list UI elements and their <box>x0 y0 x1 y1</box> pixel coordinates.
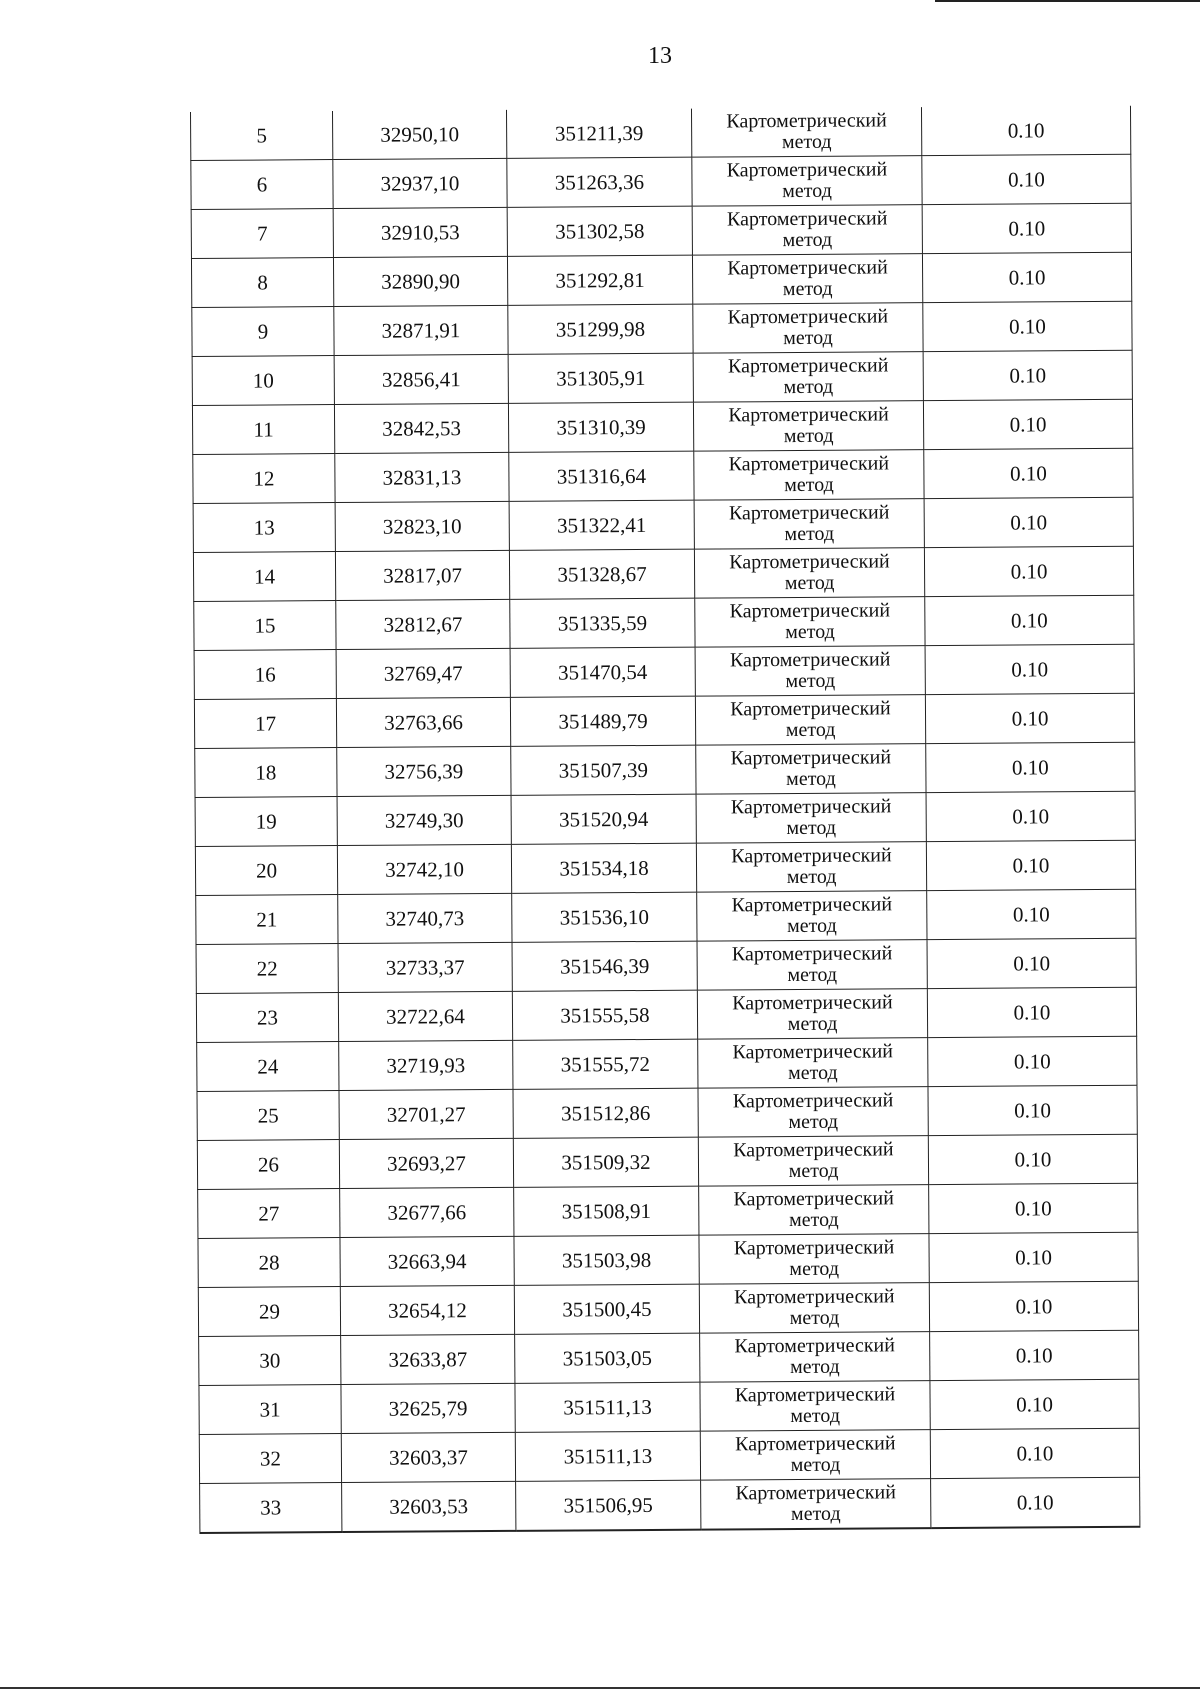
table-row <box>194 595 1134 650</box>
method-text-line: Картометрический <box>731 893 893 917</box>
method-cell <box>695 695 925 746</box>
table-row <box>198 1281 1138 1336</box>
table-row <box>197 1036 1137 1091</box>
method-cell <box>694 450 924 501</box>
method-text-line: метод <box>783 326 833 350</box>
method-text-line: Картометрический <box>734 1383 896 1407</box>
point-number-cell: 5 <box>190 111 332 160</box>
method-text-line: метод <box>789 1355 840 1379</box>
method-text-line: Картометрический <box>732 1089 894 1113</box>
table-row <box>197 1134 1137 1189</box>
point-number-cell: 32 <box>199 1434 341 1484</box>
y-coordinate-cell: 351305,91 <box>508 353 693 403</box>
method-cell <box>691 107 921 157</box>
y-coordinate-cell: 351503,05 <box>515 1333 700 1383</box>
method-text-line: Картометрический <box>726 207 888 231</box>
method-text-line: Картометрический <box>735 1481 896 1505</box>
method-text-line: метод <box>789 1306 840 1330</box>
x-coordinate-cell: 32740,73 <box>338 893 512 943</box>
method-text-line: метод <box>787 914 837 938</box>
method-text-line: метод <box>788 1208 839 1232</box>
y-coordinate-cell: 351310,39 <box>508 402 693 452</box>
x-coordinate-cell: 32677,66 <box>340 1187 514 1237</box>
point-number-cell: 18 <box>195 748 337 798</box>
method-cell <box>700 1332 930 1383</box>
method-text-line: Картометрический <box>728 501 890 525</box>
accuracy-cell: 0.10 <box>925 693 1134 743</box>
y-coordinate-cell: 351509,32 <box>513 1137 698 1187</box>
point-number-cell: 7 <box>191 209 333 259</box>
method-cell <box>695 646 925 697</box>
coordinates-table-body <box>190 106 1139 1533</box>
method-text-line: Картометрический <box>735 1432 896 1456</box>
point-number-cell: 15 <box>194 601 336 651</box>
table-row <box>193 448 1133 503</box>
x-coordinate-cell: 32831,13 <box>335 452 509 502</box>
method-text-line: Картометрический <box>727 256 888 280</box>
point-number-cell: 26 <box>197 1140 339 1190</box>
accuracy-cell: 0.10 <box>924 448 1133 498</box>
table-row <box>200 1477 1140 1533</box>
method-text-line: Картометрический <box>728 452 890 476</box>
x-coordinate-cell: 32950,10 <box>332 110 506 160</box>
x-coordinate-cell: 32722,64 <box>338 991 512 1041</box>
x-coordinate-cell: 32890,90 <box>333 256 507 306</box>
table-row <box>197 1085 1137 1140</box>
method-text-line: метод <box>782 179 832 203</box>
x-coordinate-cell: 32763,66 <box>336 697 510 747</box>
y-coordinate-cell: 351546,39 <box>512 941 697 991</box>
point-number-cell: 11 <box>192 405 334 455</box>
x-coordinate-cell: 32871,91 <box>334 305 508 355</box>
x-coordinate-cell: 32749,30 <box>337 795 511 845</box>
method-cell <box>693 401 923 452</box>
point-number-cell: 8 <box>191 258 333 308</box>
y-coordinate-cell: 351263,36 <box>507 157 692 207</box>
method-text-line: метод <box>788 1159 839 1183</box>
method-text-line: Картометрический <box>726 109 887 133</box>
method-cell <box>692 254 922 305</box>
table-row <box>193 546 1133 601</box>
x-coordinate-cell: 32756,39 <box>337 746 511 796</box>
accuracy-cell: 0.10 <box>922 154 1131 204</box>
table-row <box>193 497 1133 552</box>
y-coordinate-cell: 351511,13 <box>515 1382 700 1432</box>
x-coordinate-cell: 32769,47 <box>336 648 510 698</box>
table-row <box>191 154 1131 209</box>
method-text-line: метод <box>782 228 833 252</box>
method-text-line: метод <box>790 1404 841 1428</box>
method-text-line: Картометрический <box>730 746 892 770</box>
accuracy-cell: 0.10 <box>930 1330 1139 1380</box>
y-coordinate-cell: 351555,58 <box>512 990 697 1040</box>
method-text-line: метод <box>784 473 834 497</box>
table-row <box>195 791 1135 846</box>
method-cell <box>694 548 924 599</box>
method-text-line: метод <box>785 669 836 693</box>
accuracy-cell: 0.10 <box>923 301 1132 351</box>
method-text-line: Картометрический <box>728 403 889 427</box>
table-row <box>199 1330 1139 1385</box>
y-coordinate-cell: 351512,86 <box>513 1088 698 1138</box>
point-number-cell: 20 <box>195 846 337 896</box>
method-text-line: метод <box>787 963 838 987</box>
y-coordinate-cell: 351328,67 <box>509 549 694 599</box>
y-coordinate-cell: 351500,45 <box>514 1284 699 1334</box>
table-row <box>195 742 1135 797</box>
page-number: 13 <box>648 43 672 69</box>
accuracy-cell: 0.10 <box>923 350 1132 400</box>
point-number-cell: 24 <box>197 1042 339 1092</box>
method-text-line: Картометрический <box>730 697 891 721</box>
method-text-line: метод <box>783 424 834 448</box>
method-text-line: метод <box>785 718 836 742</box>
method-cell <box>699 1185 929 1236</box>
x-coordinate-cell: 32701,27 <box>339 1089 513 1139</box>
method-text-line: метод <box>789 1257 840 1281</box>
point-number-cell: 14 <box>193 552 335 602</box>
point-number-cell: 10 <box>192 356 334 406</box>
table-row <box>196 987 1136 1042</box>
method-cell <box>693 303 923 354</box>
x-coordinate-cell: 32625,79 <box>341 1383 515 1433</box>
bottom-edge-rule <box>0 1687 1200 1689</box>
x-coordinate-cell: 32937,10 <box>333 158 507 208</box>
x-coordinate-cell: 32817,07 <box>335 550 509 600</box>
method-cell <box>694 499 924 550</box>
method-text-line: Картометрический <box>729 648 891 672</box>
x-coordinate-cell: 32856,41 <box>334 354 508 404</box>
method-text-line: метод <box>786 767 836 791</box>
x-coordinate-cell: 32663,94 <box>340 1236 514 1286</box>
table-row <box>196 889 1136 944</box>
accuracy-cell: 0.10 <box>929 1183 1138 1233</box>
method-text-line: Картометрический <box>734 1285 895 1309</box>
accuracy-cell: 0.10 <box>928 1134 1137 1184</box>
x-coordinate-cell: 32910,53 <box>333 207 507 257</box>
method-cell <box>697 891 927 942</box>
y-coordinate-cell: 351299,98 <box>508 304 693 354</box>
method-cell <box>700 1430 930 1481</box>
method-cell <box>692 205 922 256</box>
point-number-cell: 12 <box>193 454 335 504</box>
point-number-cell: 27 <box>198 1189 340 1239</box>
table-row <box>192 301 1132 356</box>
method-cell <box>700 1381 930 1432</box>
table-row <box>199 1428 1139 1483</box>
accuracy-cell: 0.10 <box>921 106 1130 156</box>
method-text-line: Картометрический <box>730 795 892 819</box>
accuracy-cell: 0.10 <box>925 644 1134 694</box>
method-text-line: метод <box>785 620 835 644</box>
point-number-cell: 31 <box>199 1385 341 1435</box>
accuracy-cell: 0.10 <box>929 1232 1138 1282</box>
y-coordinate-cell: 351335,59 <box>510 598 695 648</box>
x-coordinate-cell: 32812,67 <box>336 599 510 649</box>
x-coordinate-cell: 32733,37 <box>338 942 512 992</box>
point-number-cell: 6 <box>191 160 333 210</box>
table-row <box>192 350 1132 405</box>
method-text-line: Картометрический <box>734 1334 895 1358</box>
y-coordinate-cell: 351470,54 <box>510 647 695 697</box>
coordinates-table <box>190 106 1140 1534</box>
accuracy-cell: 0.10 <box>926 791 1135 841</box>
method-text-line: Картометрический <box>729 599 891 623</box>
y-coordinate-cell: 351211,39 <box>506 109 691 159</box>
method-text-line: Картометрический <box>729 550 890 574</box>
accuracy-cell: 0.10 <box>931 1477 1140 1528</box>
method-text-line: Картометрический <box>731 844 892 868</box>
accuracy-cell: 0.10 <box>929 1281 1138 1331</box>
method-text-line: Картометрический <box>733 1138 894 1162</box>
method-text-line: Картометрический <box>727 354 889 378</box>
accuracy-cell: 0.10 <box>924 497 1133 547</box>
point-number-cell: 33 <box>200 1483 342 1533</box>
method-cell <box>697 989 927 1040</box>
method-text-line: метод <box>786 816 837 840</box>
x-coordinate-cell: 32693,27 <box>339 1138 513 1188</box>
x-coordinate-cell: 32633,87 <box>341 1334 515 1384</box>
point-number-cell: 19 <box>195 797 337 847</box>
method-text-line: метод <box>784 571 835 595</box>
y-coordinate-cell: 351534,18 <box>511 843 696 893</box>
method-text-line: метод <box>781 130 832 154</box>
accuracy-cell: 0.10 <box>930 1379 1139 1429</box>
table-row <box>199 1379 1139 1434</box>
y-coordinate-cell: 351520,94 <box>511 794 696 844</box>
table-row <box>190 106 1130 161</box>
accuracy-cell: 0.10 <box>927 889 1136 939</box>
point-number-cell: 13 <box>193 503 335 553</box>
method-cell <box>695 597 925 648</box>
y-coordinate-cell: 351292,81 <box>507 255 692 305</box>
x-coordinate-cell: 32742,10 <box>337 844 511 894</box>
method-cell <box>696 793 926 844</box>
method-cell <box>696 842 926 893</box>
method-text-line: Картометрический <box>732 991 893 1015</box>
point-number-cell: 25 <box>197 1091 339 1141</box>
accuracy-cell: 0.10 <box>923 399 1132 449</box>
table-row <box>191 252 1131 307</box>
y-coordinate-cell: 351555,72 <box>513 1039 698 1089</box>
y-coordinate-cell: 351506,95 <box>516 1480 701 1531</box>
method-cell <box>693 352 923 403</box>
y-coordinate-cell: 351511,13 <box>515 1431 700 1481</box>
y-coordinate-cell: 351316,64 <box>509 451 694 501</box>
method-cell <box>701 1479 931 1530</box>
y-coordinate-cell: 351302,58 <box>507 206 692 256</box>
method-text-line: Картометрический <box>733 1236 895 1260</box>
table-row <box>192 399 1132 454</box>
y-coordinate-cell: 351508,91 <box>514 1186 699 1236</box>
method-text-line: метод <box>787 1012 838 1036</box>
accuracy-cell: 0.10 <box>924 546 1133 596</box>
method-cell <box>692 156 922 207</box>
accuracy-cell: 0.10 <box>922 252 1131 302</box>
method-cell <box>697 940 927 991</box>
accuracy-cell: 0.10 <box>922 203 1131 253</box>
method-cell <box>699 1234 929 1285</box>
x-coordinate-cell: 32842,53 <box>334 403 508 453</box>
accuracy-cell: 0.10 <box>926 742 1135 792</box>
accuracy-cell: 0.10 <box>927 987 1136 1037</box>
method-cell <box>699 1283 929 1334</box>
method-text-line: метод <box>786 865 837 889</box>
method-text-line: метод <box>788 1110 839 1134</box>
x-coordinate-cell: 32823,10 <box>335 501 509 551</box>
point-number-cell: 21 <box>196 895 338 945</box>
method-text-line: метод <box>782 277 833 301</box>
point-number-cell: 30 <box>199 1336 341 1386</box>
table-row <box>198 1232 1138 1287</box>
table-row <box>194 644 1134 699</box>
method-cell <box>698 1087 928 1138</box>
table-row <box>196 938 1136 993</box>
y-coordinate-cell: 351536,10 <box>512 892 697 942</box>
x-coordinate-cell: 32719,93 <box>339 1040 513 1090</box>
point-number-cell: 23 <box>196 993 338 1043</box>
method-text-line: Картометрический <box>733 1187 895 1211</box>
table-row <box>194 693 1134 748</box>
table-row <box>195 840 1135 895</box>
point-number-cell: 9 <box>192 307 334 357</box>
method-text-line: Картометрический <box>726 158 888 182</box>
point-number-cell: 16 <box>194 650 336 700</box>
y-coordinate-cell: 351503,98 <box>514 1235 699 1285</box>
method-cell <box>698 1038 928 1089</box>
x-coordinate-cell: 32603,37 <box>341 1432 515 1482</box>
top-edge-rule <box>935 0 1200 2</box>
y-coordinate-cell: 351507,39 <box>511 745 696 795</box>
method-text-line: Картометрический <box>731 942 893 966</box>
method-cell <box>696 744 926 795</box>
point-number-cell: 29 <box>198 1287 340 1337</box>
y-coordinate-cell: 351489,79 <box>510 696 695 746</box>
accuracy-cell: 0.10 <box>925 595 1134 645</box>
point-number-cell: 22 <box>196 944 338 994</box>
method-cell <box>698 1136 928 1187</box>
method-text-line: метод <box>790 1502 841 1526</box>
accuracy-cell: 0.10 <box>927 938 1136 988</box>
method-text-line: Картометрический <box>727 305 889 329</box>
accuracy-cell: 0.10 <box>928 1036 1137 1086</box>
method-text-line: метод <box>790 1453 841 1477</box>
method-text-line: метод <box>788 1061 838 1085</box>
method-text-line: метод <box>784 522 835 546</box>
accuracy-cell: 0.10 <box>926 840 1135 890</box>
method-text-line: Картометрический <box>732 1040 894 1064</box>
x-coordinate-cell: 32654,12 <box>340 1285 514 1335</box>
accuracy-cell: 0.10 <box>928 1085 1137 1135</box>
accuracy-cell: 0.10 <box>930 1428 1139 1478</box>
y-coordinate-cell: 351322,41 <box>509 500 694 550</box>
table-row <box>198 1183 1138 1238</box>
method-text-line: метод <box>783 375 834 399</box>
point-number-cell: 17 <box>194 699 336 749</box>
x-coordinate-cell: 32603,53 <box>342 1481 516 1532</box>
point-number-cell: 28 <box>198 1238 340 1288</box>
table-row <box>191 203 1131 258</box>
